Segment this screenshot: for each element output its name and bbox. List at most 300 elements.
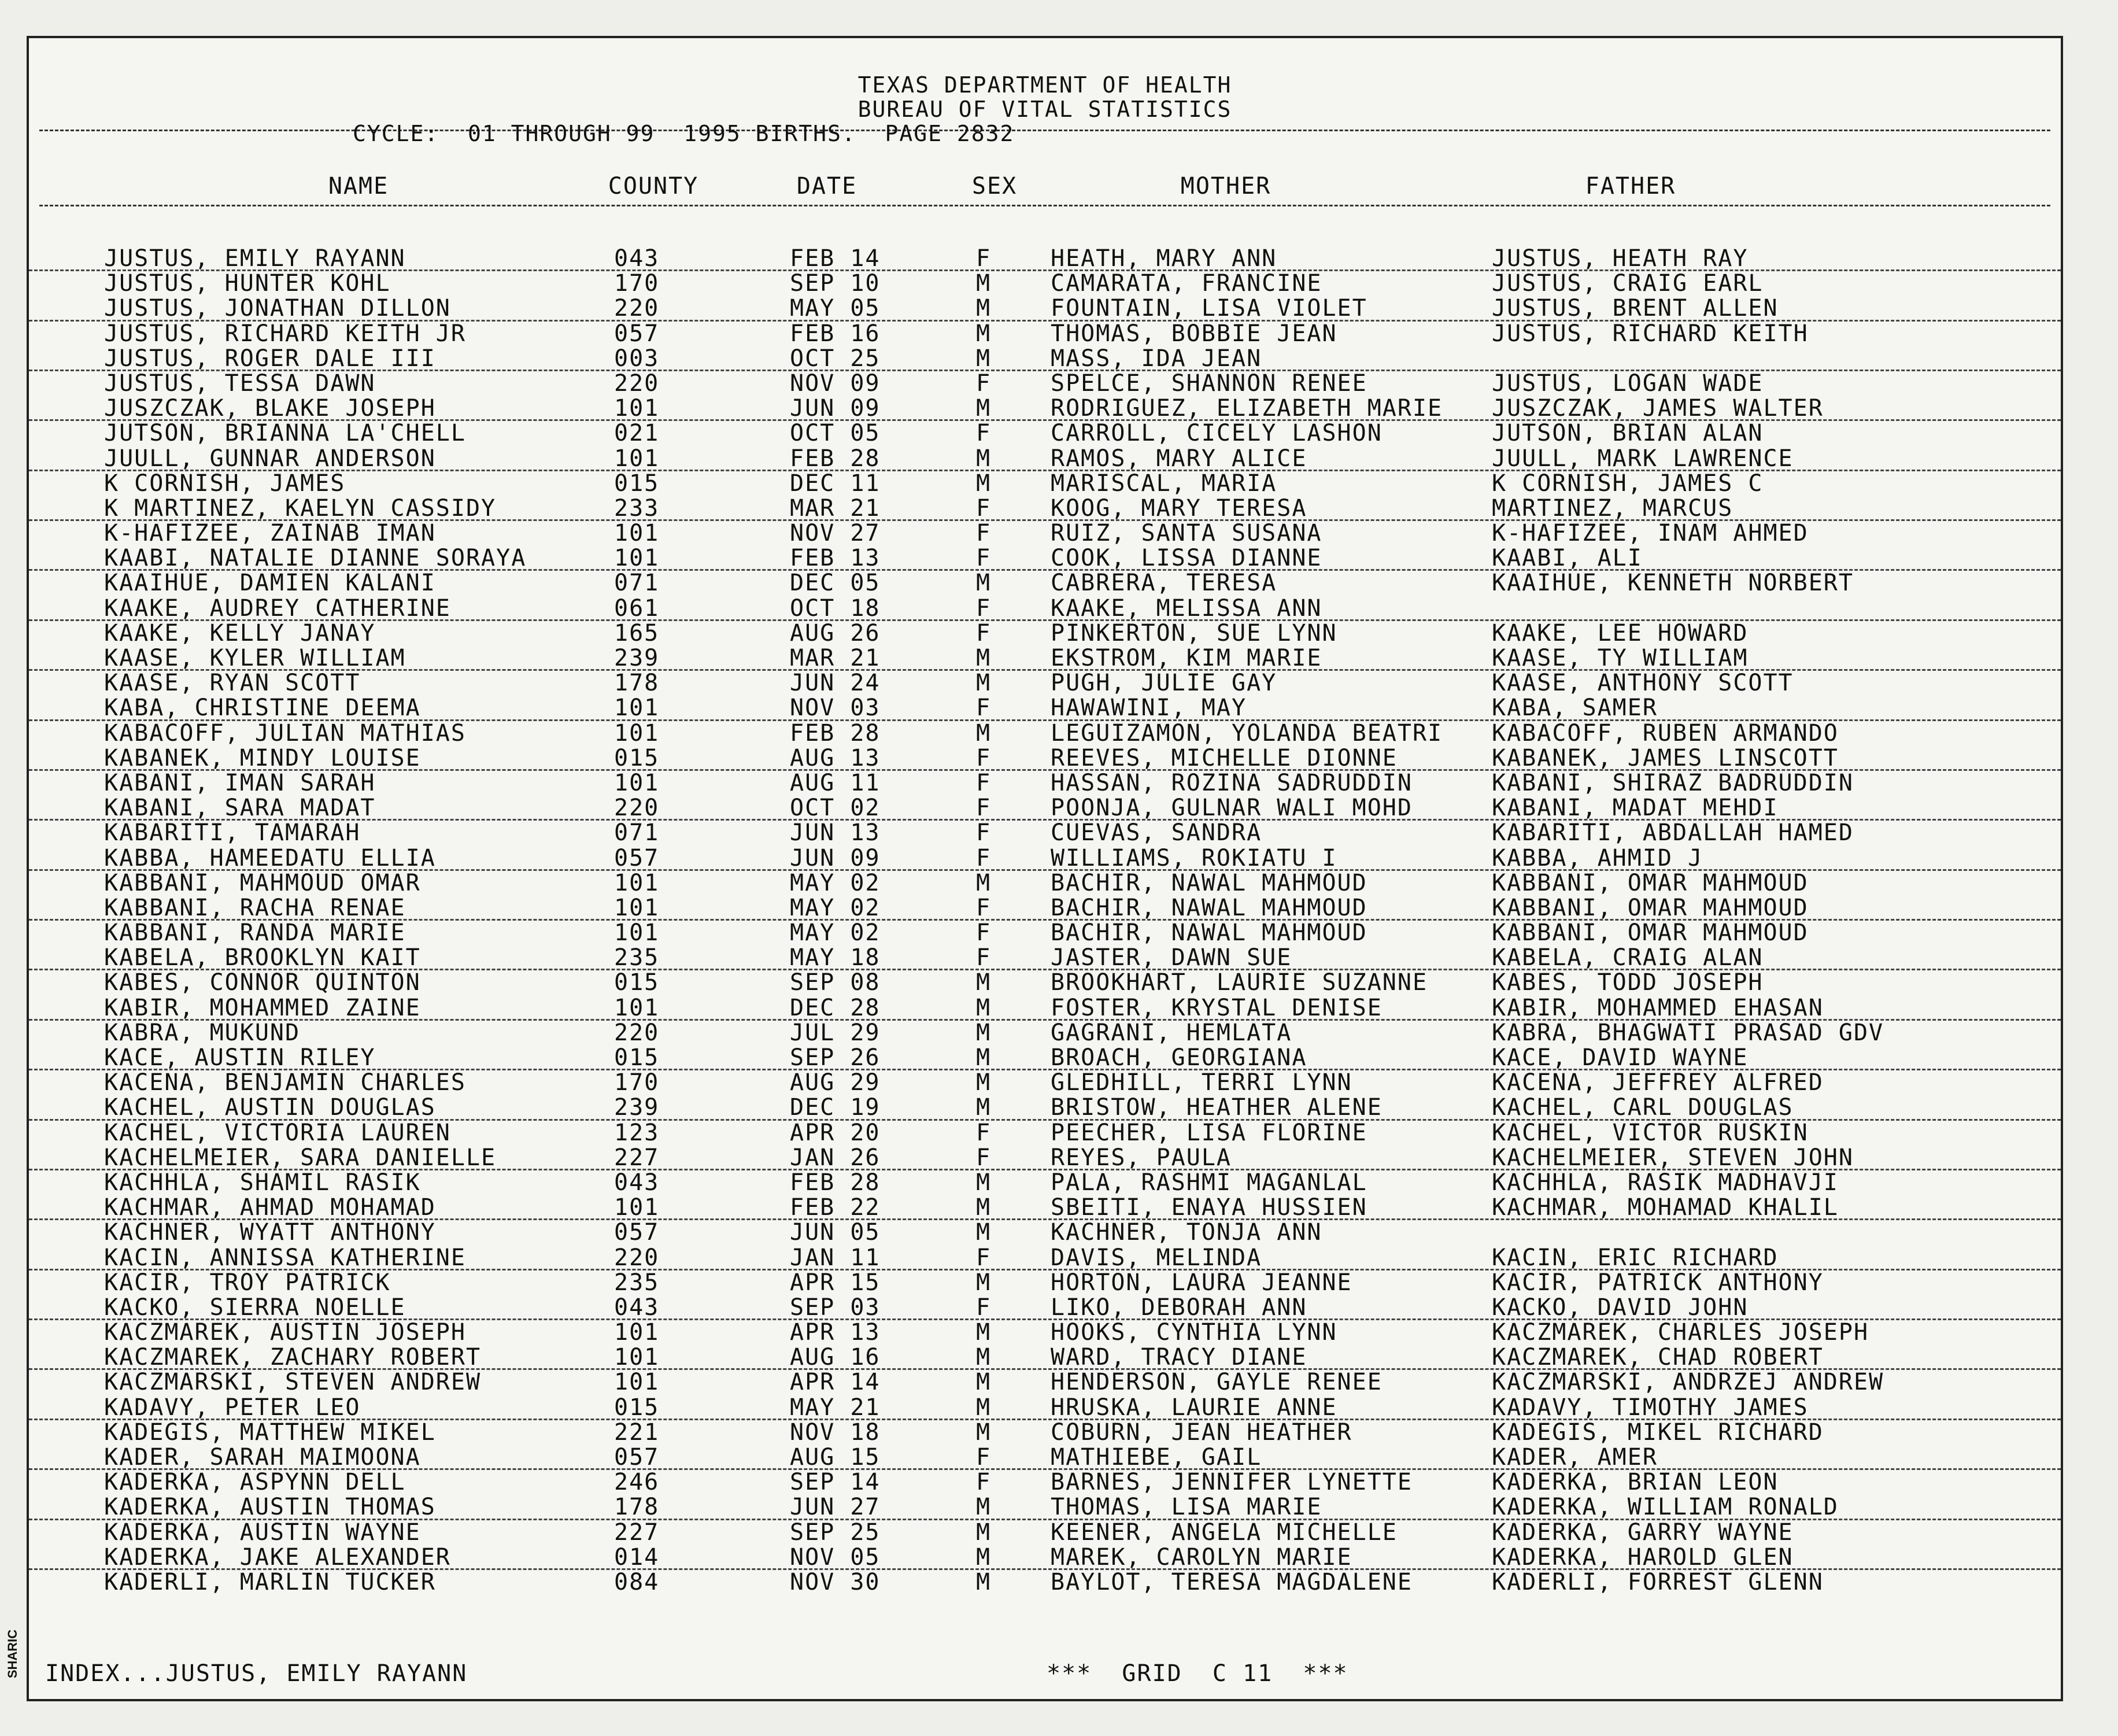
record-county: 084 (614, 1568, 660, 1595)
record-sex: M (976, 994, 992, 1021)
record-county: 061 (614, 594, 660, 622)
record-county: 003 (614, 345, 660, 372)
record-county: 101 (614, 719, 660, 747)
record-date: AUG 29 (790, 1069, 881, 1096)
record-date: SEP 03 (790, 1294, 881, 1321)
record-father: KADERKA, HAROLD GLEN (1492, 1543, 1794, 1571)
record-mother: MAREK, CAROLYN MARIE (1051, 1543, 1352, 1571)
record-father: KABA, SAMER (1492, 695, 1658, 722)
record-row (29, 596, 2061, 621)
record-mother: CAMARATA, FRANCINE (1051, 270, 1322, 297)
record-date: NOV 30 (790, 1568, 881, 1595)
record-mother: KEENER, ANGELA MICHELLE (1051, 1519, 1398, 1546)
record-mother: PEECHER, LISA FLORINE (1051, 1119, 1367, 1146)
record-mother: KOOG, MARY TERESA (1051, 494, 1307, 522)
record-father: KACZMARSKI, ANDRZEJ ANDREW (1492, 1369, 1884, 1396)
record-father: KABANI, MADAT MEHDI (1492, 795, 1779, 822)
record-date: MAY 02 (790, 919, 881, 947)
record-date: MAY 21 (790, 1394, 881, 1421)
record-father: KACHHLA, RASIK MADHAVJI (1492, 1169, 1839, 1196)
record-county: 101 (614, 445, 660, 472)
record-sex: M (976, 1019, 992, 1046)
record-row (29, 1395, 2061, 1420)
record-father: JUULL, MARK LAWRENCE (1492, 445, 1794, 472)
record-date: JAN 26 (790, 1144, 881, 1171)
record-row (29, 546, 2061, 571)
record-name: KACENA, BENJAMIN CHARLES (104, 1069, 466, 1096)
record-father: KADERKA, GARRY WAYNE (1492, 1519, 1794, 1546)
record-date: SEP 14 (790, 1469, 881, 1496)
record-mother: FOSTER, KRYSTAL DENISE (1051, 994, 1383, 1021)
record-mother: DAVIS, MELINDA (1051, 1244, 1262, 1271)
record-sex: F (976, 619, 992, 647)
record-county: 101 (614, 695, 660, 722)
record-name: KABARITI, TAMARAH (104, 819, 361, 847)
record-county: 101 (614, 1369, 660, 1396)
record-row (29, 521, 2061, 546)
record-father: KACHEL, VICTOR RUSKIN (1492, 1119, 1809, 1146)
record-row (29, 1545, 2061, 1570)
record-county: 233 (614, 494, 660, 522)
record-name: KACHHLA, SHAMIL RASIK (104, 1169, 421, 1196)
record-row (29, 1345, 2061, 1370)
record-date: APR 15 (790, 1269, 881, 1296)
record-date: MAY 02 (790, 869, 881, 896)
record-row (29, 496, 2061, 521)
record-row (29, 421, 2061, 446)
record-row (29, 1095, 2061, 1120)
record-sex: M (976, 670, 992, 697)
record-father: KAASE, TY WILLIAM (1492, 645, 1749, 671)
record-mother: MATHIEBE, GAIL (1051, 1444, 1262, 1471)
record-county: 101 (614, 520, 660, 547)
record-mother: JASTER, DAWN SUE (1051, 944, 1292, 972)
record-sex: M (976, 1194, 992, 1221)
record-county: 101 (614, 395, 660, 422)
record-sex: F (976, 1244, 992, 1271)
record-date: FEB 14 (790, 245, 881, 272)
record-name: KAABI, NATALIE DIANNE SORAYA (104, 545, 527, 572)
record-name: KACHEL, VICTORIA LAUREN (104, 1119, 451, 1146)
record-father: KABACOFF, RUBEN ARMANDO (1492, 719, 1839, 747)
record-sex: F (976, 795, 992, 822)
record-county: 246 (614, 1469, 660, 1496)
record-name: KADER, SARAH MAIMOONA (104, 1444, 421, 1471)
record-mother: BRISTOW, HEATHER ALENE (1051, 1094, 1383, 1121)
record-row (29, 896, 2061, 921)
record-date: FEB 28 (790, 1169, 881, 1196)
record-date: NOV 09 (790, 370, 881, 397)
record-mother: HENDERSON, GAYLE RENEE (1051, 1369, 1383, 1396)
record-mother: BROOKHART, LAURIE SUZANNE (1051, 969, 1428, 996)
record-row (29, 996, 2061, 1021)
record-mother: BACHIR, NAWAL MAHMOUD (1051, 894, 1367, 921)
record-father: KACHELMEIER, STEVEN JOHN (1492, 1144, 1854, 1171)
record-father: KACE, DAVID WAYNE (1492, 1044, 1749, 1071)
record-sex: M (976, 570, 992, 597)
record-sex: F (976, 1469, 992, 1496)
record-name: KAASE, KYLER WILLIAM (104, 645, 406, 671)
record-father: KABBANI, OMAR MAHMOUD (1492, 869, 1809, 896)
record-sex: M (976, 869, 992, 896)
record-mother: LIKO, DEBORAH ANN (1051, 1294, 1307, 1321)
record-row (29, 871, 2061, 896)
record-county: 239 (614, 1094, 660, 1121)
record-father: MARTINEZ, MARCUS (1492, 494, 1733, 522)
record-father: KABANEK, JAMES LINSCOTT (1492, 744, 1839, 771)
record-father: KACIN, ERIC RICHARD (1492, 1244, 1779, 1271)
record-father: JUSTUS, CRAIG EARL (1492, 270, 1764, 297)
record-sex: M (976, 1543, 992, 1571)
record-mother: HASSAN, ROZINA SADRUDDIN (1051, 769, 1413, 796)
record-row (29, 1470, 2061, 1495)
record-sex: F (976, 420, 992, 447)
record-row (29, 721, 2061, 746)
record-row (29, 746, 2061, 771)
record-date: FEB 28 (790, 445, 881, 472)
record-father: KAAIHUE, KENNETH NORBERT (1492, 570, 1854, 597)
record-county: 235 (614, 944, 660, 972)
record-date: NOV 05 (790, 1543, 881, 1571)
record-name: JUSZCZAK, BLAKE JOSEPH (104, 395, 436, 422)
record-sex: M (976, 1369, 992, 1396)
record-sex: F (976, 944, 992, 972)
record-date: AUG 13 (790, 744, 881, 771)
record-county: 101 (614, 869, 660, 896)
record-father: KADERLI, FORREST GLENN (1492, 1568, 1824, 1595)
record-mother: COOK, LISSA DIANNE (1051, 545, 1322, 572)
record-father: KACKO, DAVID JOHN (1492, 1294, 1749, 1321)
record-sex: M (976, 1394, 992, 1421)
record-name: KACE, AUSTIN RILEY (104, 1044, 376, 1071)
record-row (29, 1270, 2061, 1295)
record-name: KACIN, ANNISSA KATHERINE (104, 1244, 466, 1271)
record-mother: LEGUIZAMON, YOLANDA BEATRI (1051, 719, 1443, 747)
record-sex: M (976, 1094, 992, 1121)
record-county: 227 (614, 1519, 660, 1546)
record-father: K-HAFIZEE, INAM AHMED (1492, 520, 1809, 547)
record-name: KACHMAR, AHMAD MOHAMAD (104, 1194, 436, 1221)
record-row (29, 371, 2061, 396)
record-name: KABBA, HAMEEDATU ELLIA (104, 844, 436, 871)
record-row (29, 796, 2061, 821)
record-name: KABA, CHRISTINE DEEMA (104, 695, 421, 722)
record-mother: GAGRANI, HEMLATA (1051, 1019, 1292, 1046)
record-mother: GLEDHILL, TERRI LYNN (1051, 1069, 1352, 1096)
record-sex: M (976, 320, 992, 347)
record-county: 071 (614, 570, 660, 597)
record-row (29, 1046, 2061, 1070)
record-mother: PALA, RASHMI MAGANLAL (1051, 1169, 1367, 1196)
record-date: MAY 05 (790, 295, 881, 322)
record-row (29, 246, 2061, 271)
record-mother: POONJA, GULNAR WALI MOHD (1051, 795, 1413, 822)
record-row (29, 646, 2061, 671)
record-date: JUN 13 (790, 819, 881, 847)
record-row (29, 396, 2061, 421)
record-county: 101 (614, 1344, 660, 1371)
record-sex: F (976, 1444, 992, 1471)
record-date: DEC 11 (790, 470, 881, 497)
sharic-side-text: SHARIC (5, 1629, 20, 1679)
record-date: FEB 13 (790, 545, 881, 572)
record-sex: M (976, 719, 992, 747)
record-name: KAAKE, KELLY JANAY (104, 619, 376, 647)
record-mother: BARNES, JENNIFER LYNETTE (1051, 1469, 1413, 1496)
record-date: OCT 05 (790, 420, 881, 447)
column-header-name: NAME (328, 173, 389, 200)
column-header-mother: MOTHER (1180, 173, 1271, 200)
record-row (29, 1495, 2061, 1520)
record-father: KAABI, ALI (1492, 545, 1643, 572)
record-name: KACZMAREK, ZACHARY ROBERT (104, 1344, 482, 1371)
record-county: 043 (614, 1294, 660, 1321)
record-date: JAN 11 (790, 1244, 881, 1271)
record-mother: REEVES, MICHELLE DIONNE (1051, 744, 1398, 771)
record-name: KADERKA, ASPYNN DELL (104, 1469, 406, 1496)
record-father: KABIR, MOHAMMED EHASAN (1492, 994, 1824, 1021)
record-mother: HOOKS, CYNTHIA LYNN (1051, 1319, 1337, 1346)
record-county: 239 (614, 645, 660, 671)
record-sex: F (976, 1119, 992, 1146)
record-row (29, 1220, 2061, 1245)
record-date: SEP 26 (790, 1044, 881, 1071)
record-father: KACZMAREK, CHAD ROBERT (1492, 1344, 1824, 1371)
agency-title: TEXAS DEPARTMENT OF HEALTH (857, 72, 1232, 98)
record-sex: F (976, 769, 992, 796)
record-date: NOV 18 (790, 1419, 881, 1446)
record-sex: F (976, 695, 992, 722)
record-county: 227 (614, 1144, 660, 1171)
record-county: 165 (614, 619, 660, 647)
record-name: KABIR, MOHAMMED ZAINE (104, 994, 421, 1021)
record-father: KABBANI, OMAR MAHMOUD (1492, 894, 1809, 921)
record-sex: M (976, 969, 992, 996)
cycle-line: CYCLE: 01 THROUGH 99 1995 BIRTHS. PAGE 2832 (353, 121, 1015, 146)
record-mother: MARISCAL, MARIA (1051, 470, 1277, 497)
record-mother: MASS, IDA JEAN (1051, 345, 1262, 372)
record-row (29, 1195, 2061, 1220)
record-mother: SBEITI, ENAYA HUSSIEN (1051, 1194, 1367, 1221)
record-date: AUG 16 (790, 1344, 881, 1371)
record-mother: KACHNER, TONJA ANN (1051, 1219, 1322, 1246)
record-name: JUSTUS, RICHARD KEITH JR (104, 320, 466, 347)
record-sex: M (976, 270, 992, 297)
record-date: JUN 05 (790, 1219, 881, 1246)
record-sex: F (976, 545, 992, 572)
record-mother: FOUNTAIN, LISA VIOLET (1051, 295, 1367, 322)
record-father: KACIR, PATRICK ANTHONY (1492, 1269, 1824, 1296)
record-name: KAAIHUE, DAMIEN KALANI (104, 570, 436, 597)
record-county: 057 (614, 320, 660, 347)
record-county: 101 (614, 994, 660, 1021)
record-mother: WILLIAMS, ROKIATU I (1051, 844, 1337, 871)
record-father: KABBA, AHMID J (1492, 844, 1703, 871)
record-county: 123 (614, 1119, 660, 1146)
record-row (29, 846, 2061, 871)
record-county: 170 (614, 1069, 660, 1096)
record-name: KAASE, RYAN SCOTT (104, 670, 361, 697)
record-sex: F (976, 894, 992, 921)
record-sex: M (976, 1044, 992, 1071)
record-father: JUSTUS, BRENT ALLEN (1492, 295, 1779, 322)
record-name: KABELA, BROOKLYN KAIT (104, 944, 421, 972)
record-sex: F (976, 1144, 992, 1171)
record-father: K CORNISH, JAMES C (1492, 470, 1764, 497)
record-county: 014 (614, 1543, 660, 1571)
record-father: KABANI, SHIRAZ BADRUDDIN (1492, 769, 1854, 796)
record-sex: M (976, 1568, 992, 1595)
record-row (29, 1021, 2061, 1046)
record-sex: M (976, 470, 992, 497)
record-mother: BACHIR, NAWAL MAHMOUD (1051, 869, 1367, 896)
record-mother: RUIZ, SANTA SUSANA (1051, 520, 1322, 547)
record-county: 071 (614, 819, 660, 847)
column-header-divider (39, 205, 2050, 206)
record-date: JUL 29 (790, 1019, 881, 1046)
record-name: KABANI, IMAN SARAH (104, 769, 376, 796)
sharic-side-label (1, 1608, 24, 1700)
record-name: K MARTINEZ, KAELYN CASSIDY (104, 494, 497, 522)
record-father: KADERKA, BRIAN LEON (1492, 1469, 1779, 1496)
record-mother: COBURN, JEAN HEATHER (1051, 1419, 1352, 1446)
record-county: 178 (614, 1494, 660, 1521)
record-county: 015 (614, 744, 660, 771)
record-mother: HAWAWINI, MAY (1051, 695, 1247, 722)
record-sex: F (976, 844, 992, 871)
record-row (29, 271, 2061, 296)
record-sex: M (976, 445, 992, 472)
record-date: APR 20 (790, 1119, 881, 1146)
record-row (29, 1146, 2061, 1170)
record-name: KADERKA, JAKE ALEXANDER (104, 1543, 451, 1571)
record-father: KADERKA, WILLIAM RONALD (1492, 1494, 1839, 1521)
record-mother: CUEVAS, SANDRA (1051, 819, 1262, 847)
record-row (29, 322, 2061, 346)
record-sex: F (976, 245, 992, 272)
record-date: SEP 25 (790, 1519, 881, 1546)
record-row (29, 446, 2061, 471)
record-county: 057 (614, 1444, 660, 1471)
record-date: APR 13 (790, 1319, 881, 1346)
record-date: JUN 09 (790, 395, 881, 422)
record-father: JUSZCZAK, JAMES WALTER (1492, 395, 1824, 422)
record-date: OCT 02 (790, 795, 881, 822)
record-mother: EKSTROM, KIM MARIE (1051, 645, 1322, 671)
index-footer: INDEX...JUSTUS, EMILY RAYANN (45, 1660, 468, 1687)
record-county: 015 (614, 1044, 660, 1071)
record-row (29, 1070, 2061, 1095)
record-mother: WARD, TRACY DIANE (1051, 1344, 1307, 1371)
record-name: KACHNER, WYATT ANTHONY (104, 1219, 436, 1246)
record-date: MAR 21 (790, 494, 881, 522)
record-date: SEP 10 (790, 270, 881, 297)
record-sex: M (976, 1419, 992, 1446)
record-county: 178 (614, 670, 660, 697)
record-date: FEB 16 (790, 320, 881, 347)
record-sex: M (976, 1344, 992, 1371)
record-row (29, 1320, 2061, 1345)
record-father: KABRA, BHAGWATI PRASAD GDV (1492, 1019, 1884, 1046)
record-sex: M (976, 1169, 992, 1196)
record-county: 220 (614, 370, 660, 397)
record-mother: BAYLOT, TERESA MAGDALENE (1051, 1568, 1413, 1595)
record-county: 220 (614, 795, 660, 822)
record-county: 221 (614, 1419, 660, 1446)
record-date: AUG 11 (790, 769, 881, 796)
record-father: JUSTUS, LOGAN WADE (1492, 370, 1764, 397)
record-date: JUN 27 (790, 1494, 881, 1521)
record-mother: REYES, PAULA (1051, 1144, 1232, 1171)
record-name: K CORNISH, JAMES (104, 470, 346, 497)
record-name: KACIR, TROY PATRICK (104, 1269, 391, 1296)
records-list (29, 246, 2061, 1595)
record-name: KACHEL, AUSTIN DOUGLAS (104, 1094, 436, 1121)
record-county: 057 (614, 844, 660, 871)
record-mother: HEATH, MARY ANN (1051, 245, 1277, 272)
record-county: 015 (614, 1394, 660, 1421)
record-row (29, 970, 2061, 995)
record-name: KADEGIS, MATTHEW MIKEL (104, 1419, 436, 1446)
record-mother: HRUSKA, LAURIE ANNE (1051, 1394, 1337, 1421)
record-county: 015 (614, 470, 660, 497)
record-sex: F (976, 370, 992, 397)
record-father: KABELA, CRAIG ALAN (1492, 944, 1764, 972)
record-sex: M (976, 645, 992, 671)
record-name: KABES, CONNOR QUINTON (104, 969, 421, 996)
record-county: 101 (614, 545, 660, 572)
record-row (29, 346, 2061, 371)
record-name: KABRA, MUKUND (104, 1019, 301, 1046)
record-name: JUSTUS, JONATHAN DILLON (104, 295, 451, 322)
record-mother: THOMAS, LISA MARIE (1051, 1494, 1322, 1521)
record-date: JUN 24 (790, 670, 881, 697)
record-sex: F (976, 594, 992, 622)
bureau-title: BUREAU OF VITAL STATISTICS (857, 97, 1232, 122)
record-name: KADERLI, MARLIN TUCKER (104, 1568, 436, 1595)
column-header-date: DATE (796, 173, 857, 200)
record-mother: CARROLL, CICELY LASHON (1051, 420, 1383, 447)
record-mother: CABRERA, TERESA (1051, 570, 1277, 597)
record-sex: M (976, 1519, 992, 1546)
record-county: 101 (614, 769, 660, 796)
header-divider (39, 130, 2050, 131)
record-row (29, 945, 2061, 970)
record-county: 015 (614, 969, 660, 996)
record-date: AUG 15 (790, 1444, 881, 1471)
record-county: 057 (614, 1219, 660, 1246)
record-name: KACZMAREK, AUSTIN JOSEPH (104, 1319, 466, 1346)
record-date: FEB 22 (790, 1194, 881, 1221)
record-county: 043 (614, 245, 660, 272)
record-mother: RODRIGUEZ, ELIZABETH MARIE (1051, 395, 1443, 422)
grid-footer: *** GRID C 11 *** (1047, 1660, 1348, 1687)
record-father: KACZMAREK, CHARLES JOSEPH (1492, 1319, 1869, 1346)
record-father: KACENA, JEFFREY ALFRED (1492, 1069, 1824, 1096)
record-mother: HORTON, LAURA JEANNE (1051, 1269, 1352, 1296)
record-father: KAAKE, LEE HOWARD (1492, 619, 1749, 647)
column-header-county: COUNTY (608, 173, 699, 200)
record-sex: M (976, 1219, 992, 1246)
record-mother: RAMOS, MARY ALICE (1051, 445, 1307, 472)
record-name: KADAVY, PETER LEO (104, 1394, 361, 1421)
record-name: JUTSON, BRIANNA LA'CHELL (104, 420, 466, 447)
record-sex: M (976, 345, 992, 372)
record-county: 101 (614, 894, 660, 921)
record-date: MAY 02 (790, 894, 881, 921)
record-date: JUN 09 (790, 844, 881, 871)
column-header-father: FATHER (1585, 173, 1676, 200)
